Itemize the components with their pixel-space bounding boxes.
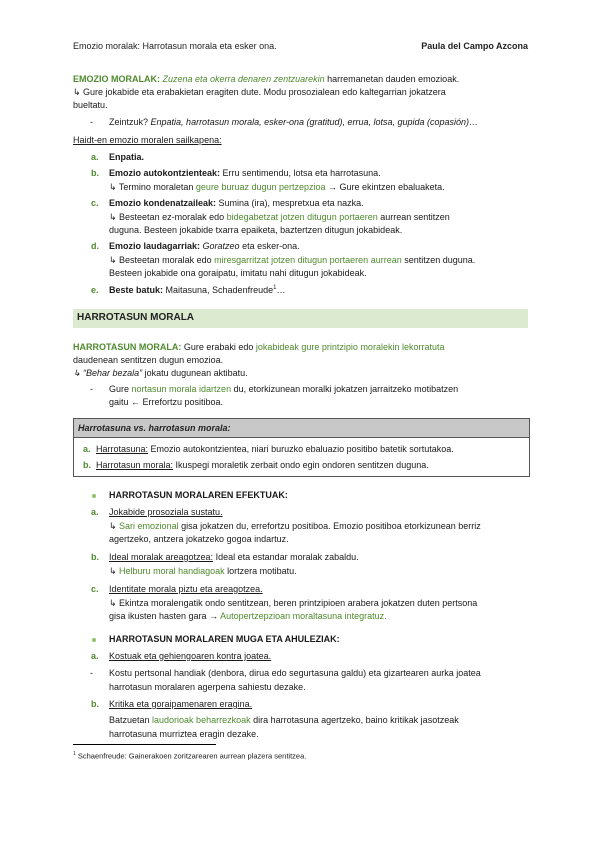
limits-b-s1a: Batzuetan (109, 715, 153, 725)
limits-b-s1g: laudorioak beharrezkoak (152, 715, 251, 725)
section-band (73, 309, 528, 328)
haidt-item-b-sub-green: geure buruaz dugun pertzepzioa (195, 182, 326, 192)
haidt-item-e-bold: Beste batuk: (109, 285, 164, 295)
limits-item-a-sub2: harrotasun moralaren agerpena sahiestu dezake. (109, 682, 306, 692)
effects-item-b-rest: Ideal eta estandar moralak zabaldu. (213, 552, 359, 562)
harro-definition (73, 341, 528, 354)
intro-list (109, 117, 529, 127)
effects-c-s2a: gisa ikusten hasten gara → (109, 611, 221, 621)
effects-item-c-sub1: ↳ Ekintza moralengatik ondo sentitzean, beren printzipioen arabera jokatzen duten pertsona (109, 598, 478, 608)
compare-item-b (96, 460, 526, 470)
effects-mark-a: a. (91, 507, 99, 517)
haidt-item-d-sub-b: sentitzen duguna. (401, 255, 476, 265)
harro-dash-line1 (109, 384, 528, 394)
haidt-item-a (109, 152, 144, 162)
limits-b-s1b: dira harrotasuna agertzeko, baino kritikak jasotzeak (250, 715, 459, 725)
footnote-text: Schaenfreude: Gainerakoen zoritzarearen aurrean plazera sentitzea. (75, 751, 307, 761)
harro-dash: - (90, 384, 93, 394)
haidt-item-b (109, 168, 381, 178)
effects-c-s2g: Autopertzepzioan moraltasuna integratuz. (220, 611, 387, 621)
intro-def-rest: harremanetan dauden emozioak. (324, 74, 460, 84)
compare-mark-a: a. (83, 444, 91, 454)
effects-item-b-sub1 (109, 566, 297, 577)
effects-item-c-sub2 (109, 611, 528, 621)
limits-item-b-sub2: harrotasuna murriztea eragin dezake. (109, 729, 259, 739)
section-title: HARROTASUN MORALA (77, 312, 195, 323)
footnote-divider (73, 744, 216, 745)
haidt-item-d-sub2: Besteen jokabide ona goraipatu, imitatu nahi ditugun jokabideak. (109, 268, 367, 278)
compare-item-a-label: Harrotasuna: (96, 444, 149, 454)
haidt-item-d-italic: Goratzeo (200, 241, 240, 251)
harro-line3-italic: ↳ “Behar bezala” (73, 368, 143, 378)
effects-a-s1g: Sari emozional (119, 521, 179, 531)
haidt-item-e (109, 285, 285, 295)
haidt-item-d-sub-a: ↳ Besteetan moralak edo (109, 255, 215, 265)
harro-dash-line2: gaitu ← Errefortzu positiboa. (109, 397, 224, 407)
haidt-item-c-sub-b: aurrean sentitzen (377, 212, 450, 222)
haidt-title: Haidt-en emozio moralen sailkapena: (73, 135, 222, 145)
limits-bullet-icon (92, 638, 96, 642)
running-header-title: Emozio moralak: Harrotasun morala eta esker ona. (73, 41, 277, 51)
effects-b-s1b: lortzera motibatu. (224, 566, 297, 576)
haidt-mark-b: b. (91, 168, 99, 178)
limits-mark-a: a. (91, 651, 99, 661)
limits-title: HARROTASUN MORALAREN MUGA ETA AHULEZIAK: (109, 634, 340, 644)
haidt-item-a-bold: Enpatia. (109, 152, 145, 162)
haidt-mark-e: e. (91, 285, 99, 295)
haidt-item-d-bold: Emozio laudagarriak: (109, 241, 201, 251)
intro-list-text: Enpatia, harrotasun morala, esker-ona (gratitud), errua, lotsa, gupida (copasión)… (148, 117, 479, 127)
effects-item-a-sub1 (109, 521, 528, 532)
compare-item-a-text: Emozio autokontzientea, niari buruzko ebaluazio positibo batetik sortutakoa. (148, 444, 454, 454)
effects-mark-b: b. (91, 552, 99, 562)
haidt-item-d (109, 241, 300, 251)
haidt-item-c-sub2: duguna. Besteen jokabide txarra epaiketa, baztertzen ditugun jokabideak. (109, 225, 403, 235)
haidt-item-e-text: Maitasuna, Schadenfreude (163, 285, 274, 295)
haidt-item-c-bold: Emozio kondenatzaileak: (109, 198, 217, 208)
effects-b-s1g: Helburu moral handiagoak (119, 566, 225, 576)
intro-dash: - (90, 117, 93, 127)
effects-mark-c: c. (91, 584, 99, 594)
comparison-box-title: Harrotasuna vs. harrotasun morala: (78, 423, 231, 433)
harro-term: HARROTASUN MORALA: (73, 342, 182, 352)
haidt-item-c-text: Sumina (ira), mespretxua eta nazka. (216, 198, 364, 208)
haidt-item-d-sub (109, 255, 528, 266)
compare-item-a (96, 444, 526, 454)
limits-item-b-sub1 (109, 715, 528, 725)
effects-item-b (109, 552, 359, 562)
running-header-author: Paula del Campo Azcona (421, 41, 528, 51)
limits-item-a-sub1: Kostu pertsonal handiak (denbora, dirua edo segurtasuna galdu) eta gizartearen aurka joatea (109, 668, 481, 678)
intro-list-label: Zeintzuk? (109, 117, 149, 127)
limits-item-a-dash: - (90, 668, 93, 678)
limits-item-a-label: Kostuak eta gehiengoaren kontra joatea. (109, 651, 272, 661)
effects-item-b-label: Ideal moralak areagotzea: (109, 552, 214, 562)
effects-bullet-icon (92, 494, 96, 498)
haidt-item-c-sub-green: bidegabetzat jotzen ditugun portaeren (226, 212, 378, 222)
harro-d1a: Gure (109, 384, 132, 394)
effects-title: HARROTASUN MORALAREN EFEKTUAK: (109, 490, 288, 500)
compare-mark-b: b. (83, 460, 91, 470)
haidt-item-b-text: Erru sentimendu, lotsa eta harrotasuna. (220, 168, 381, 178)
haidt-item-e-end: … (276, 285, 286, 295)
harro-line3 (73, 367, 528, 380)
haidt-item-d-sub-green: miresgarritzat jotzen ditugun portaeren aurrean (214, 255, 402, 265)
haidt-mark-c: c. (91, 198, 99, 208)
effects-b-s1a: ↳ (109, 566, 120, 576)
limits-mark-b: b. (91, 699, 99, 709)
haidt-item-c-sub (109, 212, 528, 223)
footnote (73, 751, 306, 761)
harro-t1: Gure erabaki edo (181, 342, 256, 352)
intro-definition (73, 73, 528, 86)
haidt-mark-d: d. (91, 241, 99, 251)
haidt-item-c (109, 198, 364, 208)
harro-g1: jokabideak gure printzipio moralekin lekorratuta (255, 342, 445, 352)
haidt-item-c-sub-a: ↳ Besteetan ez-moralak edo (109, 212, 227, 222)
haidt-item-b-sub-a: ↳ Termino moraletan (109, 182, 196, 192)
footnote-number: 1 (73, 751, 76, 757)
effects-item-a-label: Jokabide prosoziala sustatu. (109, 507, 223, 517)
harro-line2: daudenean sentitzen dugun emozioa. (73, 355, 224, 365)
intro-line2: ↳ Gure jokabide eta erabakietan eragiten dute. Modu prosozialean edo kaltegarrian jokatzera (73, 87, 446, 97)
compare-item-b-label: Harrotasun morala: (96, 460, 174, 470)
harro-line3-rest: jokatu dugunean aktibatu. (142, 368, 248, 378)
haidt-item-d-text: eta esker-ona. (239, 241, 300, 251)
effects-item-c-label: Identitate morala piztu eta areagotzea. (109, 584, 263, 594)
intro-def-green: Zuzena eta okerra denaren zentzuarekin (160, 74, 325, 84)
haidt-mark-a: a. (91, 152, 99, 162)
comparison-box-header (74, 419, 529, 438)
effects-a-s1b: gisa jokatzen du, errefortzu positiboa. Emozio positiboa etorkizunean berriz (178, 521, 481, 531)
haidt-item-b-bold: Emozio autokontzienteak: (109, 168, 221, 178)
harro-d1b: du, etorkizunean moralki jokatzen jarraitzeko motibatzen (231, 384, 459, 394)
footnote-ref[interactable]: 1 (273, 285, 277, 291)
haidt-item-b-sub (109, 182, 445, 193)
harro-d1g: nortasun morala idartzen (131, 384, 232, 394)
intro-line3: bueltatu. (73, 100, 108, 110)
compare-item-b-text: Ikuspegi moraletik zerbait ondo egin ondoren sentitzen duguna. (173, 460, 429, 470)
intro-term: EMOZIO MORALAK: (73, 74, 160, 84)
effects-a-s1a: ↳ (109, 521, 120, 531)
haidt-item-b-sub-b: → Gure ekintzen ebaluaketa. (325, 182, 445, 192)
effects-item-a-sub2: agertzeko, antzera jokatzeko gogoa indartuz. (109, 534, 289, 544)
limits-item-b-label: Kritika eta goraipamenaren eragina. (109, 699, 253, 709)
